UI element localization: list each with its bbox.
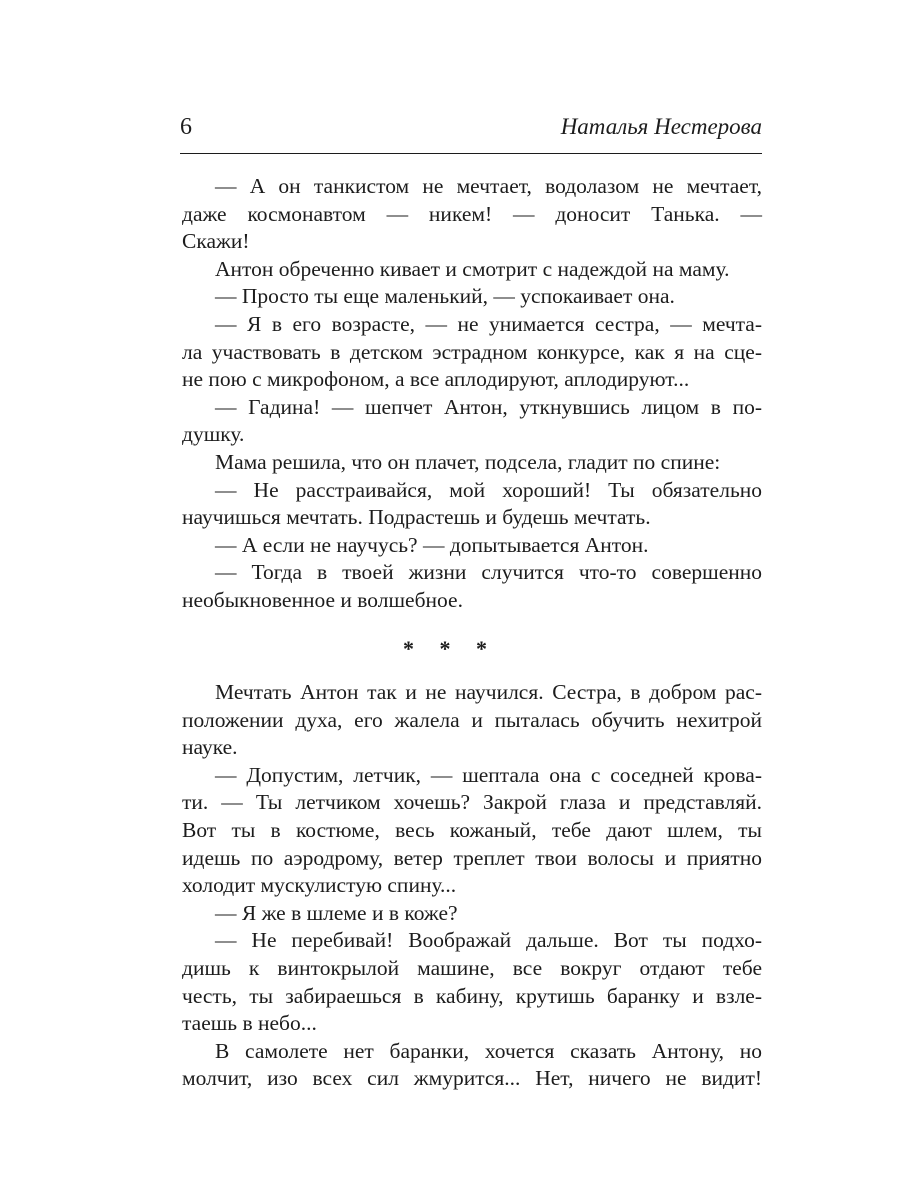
text-line: Мечтать Антон так и не научился. Сестра, в добром рас- xyxy=(215,680,762,704)
text-line: таешь в небо... xyxy=(182,1011,317,1036)
text-line: Скажи! xyxy=(182,229,250,254)
text-line: — Тогда в твоей жизни случится что-то совершенно xyxy=(215,560,762,585)
text-line: честь, ты забираешься в кабину, крутишь баранку и взле- xyxy=(182,983,762,1008)
text-line: ла участвовать в детском эстрадном конкурсе, как я на сце- xyxy=(182,339,762,364)
text-line: — Просто ты еще маленький, — успокаивает она. xyxy=(215,284,675,309)
text-line: Антон обреченно кивает и смотрит с надеждой на маму. xyxy=(215,256,730,281)
text-line: — Допустим, летчик, — шептала она с соседней крова- xyxy=(215,762,762,787)
text-line: — А если не научусь? — допытывается Антон. xyxy=(215,532,649,557)
text-section-1 xyxy=(182,173,762,615)
text-line: — Не перебивай! Воображай дальше. Вот ты подхо- xyxy=(215,928,762,953)
text-line: — Я же в шлеме и в коже? xyxy=(215,900,458,925)
running-title: Наталья Нестерова xyxy=(560,114,762,139)
page-header xyxy=(180,104,762,144)
text-line: Мама решила, что он плачет, подсела, гладит по спине: xyxy=(215,449,721,474)
text-line: — Я в его возрасте, — не унимается сестра, — мечта- xyxy=(215,311,762,336)
text-line: Вот ты в костюме, весь кожаный, тебе дают шлем, ты xyxy=(182,817,762,842)
text-line: — А он танкистом не мечтает, водолазом не мечтает, xyxy=(215,174,762,198)
text-line: даже космонавтом — никем! — доносит Танька. — xyxy=(182,201,762,226)
text-line: идешь по аэродрому, ветер треплет твои волосы и приятно xyxy=(182,845,762,870)
text-line: холодит мускулистую спину... xyxy=(182,873,457,898)
header-rule xyxy=(180,153,762,154)
text-line: ти. — Ты летчиком хочешь? Закрой глаза и представляй. xyxy=(182,790,762,815)
text-line: В самолете нет баранки, хочется сказать Антону, но xyxy=(215,1038,762,1063)
section-separator: * * * xyxy=(403,636,497,661)
text-line: — Гадина! — шепчет Антон, уткнувшись лицом в по- xyxy=(215,394,762,419)
text-line: положении духа, его жалела и пыталась обучить нехитрой xyxy=(182,707,762,732)
text-line: молчит, изо всех сил жмурится... Нет, ничего не видит! xyxy=(182,1066,762,1091)
text-line: — Не расстраивайся, мой хороший! Ты обязательно xyxy=(215,477,762,502)
text-section-2 xyxy=(182,679,762,1093)
page-number: 6 xyxy=(180,114,192,140)
text-line: науке. xyxy=(182,735,238,760)
text-line: дишь к винтокрылой машине, все вокруг отдают тебе xyxy=(182,955,762,980)
text-line: душку. xyxy=(182,422,245,447)
text-line: научишься мечтать. Подрастешь и будешь мечтать. xyxy=(182,505,651,530)
text-line: не пою с микрофоном, а все аплодируют, аплодируют... xyxy=(182,367,690,392)
text-line: необыкновенное и волшебное. xyxy=(182,587,463,612)
